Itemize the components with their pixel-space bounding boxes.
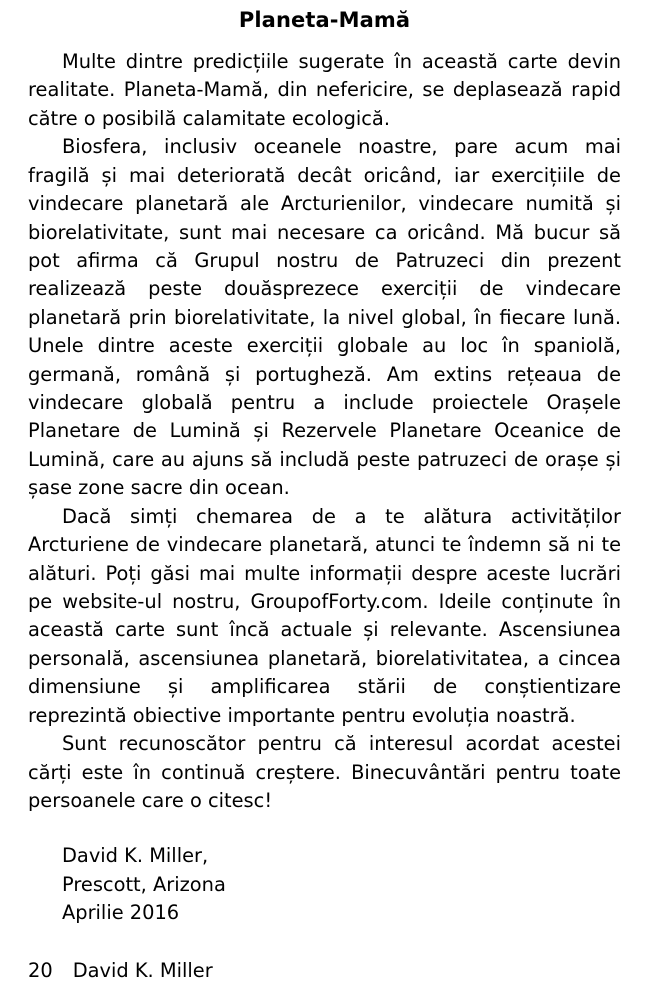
page-number: 20 [28,959,53,982]
footer-author: David K. Miller [72,959,213,982]
paragraph: Multe dintre predicțiile sugerate în această carte devin realitate. Planeta-Mamă, din nefericire, se deplasează rapid către o posibilă calamitate ecologică. [28,50,621,130]
page-footer [28,959,213,982]
signature-location: Prescott, Arizona [62,872,226,896]
signature-block [28,842,621,927]
paragraph: Biosfera, inclusiv oceanele noastre, pare acum mai fragilă și mai deteriorată decât oricând, iar exercițiile de vindecare planetară ale Arcturienilor, vindecare numită și biorelativitate, sunt mai necesare ca oricând. Mă bucur să pot afirma că Grupul nostru de Patruzeci din prezent realizează peste douăsprezece exerciții de vindecare planetară prin biorelativitate, la nivel global, în fiecare lună. Unele dintre aceste exerciții globale au loc în spaniolă, germană, română și portugheză. Am extins rețeaua de vindecare globală pentru a include proiectele Orașele Planetare de Lumină și Rezervele Planetare Oceanice de Lumină, care au ajuns să includă peste patruzeci de orașe și șase zone sacre din ocean. [28,135,621,500]
page-title: Planeta-Mamă [238,8,411,32]
paragraph: Dacă simți chemarea de a te alătura activităților Arcturiene de vindecare planetară, atunci te îndemn să ni te alături. Poți găsi mai multe informații despre aceste lucrări pe website-ul nostru, GroupofForty.com. Ideile conținute în această carte sunt încă actuale și relevante. Ascensiunea personală, ascensiunea planetară, biorelativitatea, a cincea dimensiune și amplificarea stării de conștientizare reprezintă obiective importante pentru evoluția noastră. [28,504,621,727]
paragraph: Sunt recunoscător pentru că interesul acordat acestei cărți este în continuă creștere. Binecuvântări pentru toate persoanele care o citesc! [28,732,621,812]
body-text [28,48,621,815]
signature-name: David K. Miller, [62,844,209,868]
signature-date: Aprilie 2016 [62,901,180,925]
